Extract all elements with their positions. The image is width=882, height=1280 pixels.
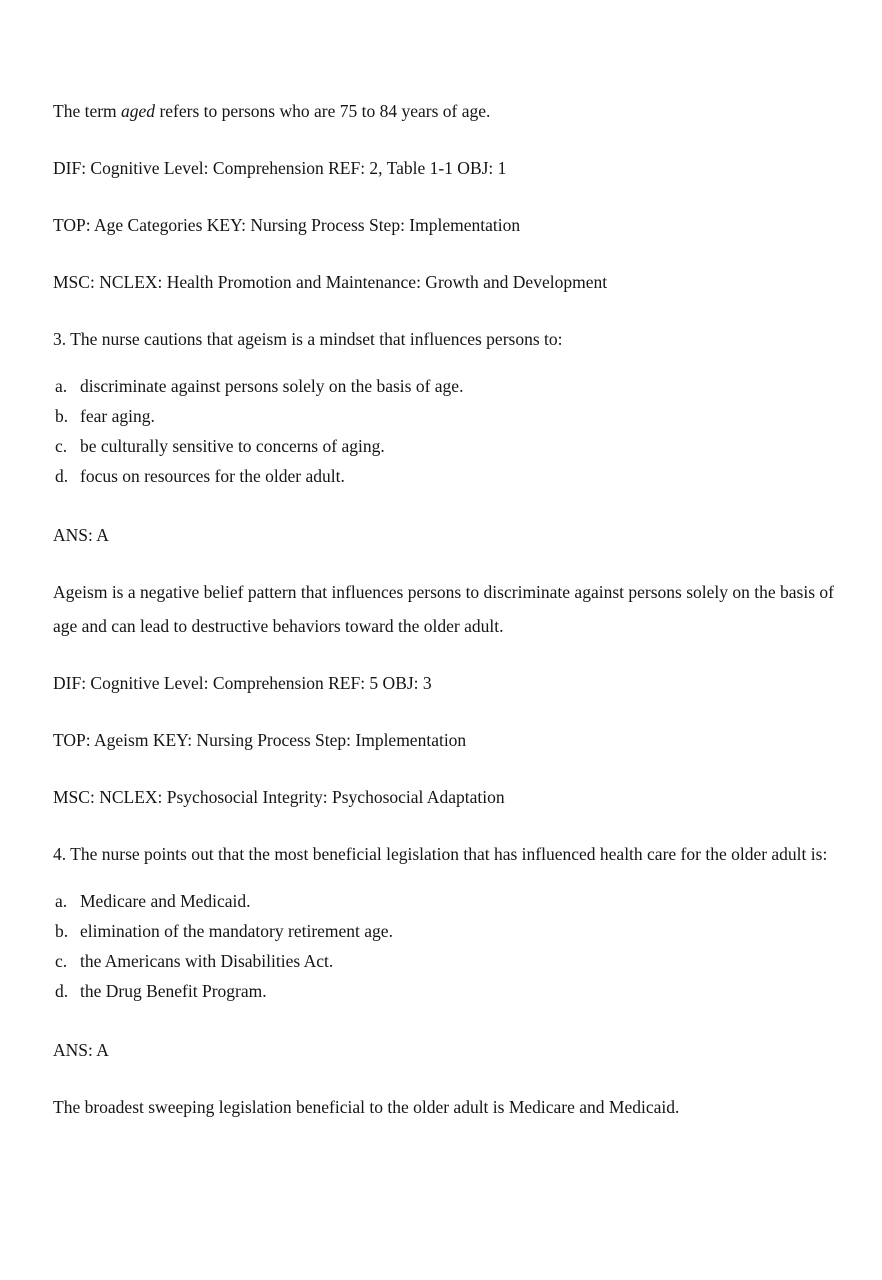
option-text: Medicare and Medicaid. [80, 891, 251, 911]
option-letter: d. [55, 981, 69, 1001]
previous-question-top-line: TOP: Age Categories KEY: Nursing Process Step: Implementation [53, 215, 521, 235]
question-4-rationale: The broadest sweeping legislation beneficial to the older adult is Medicare and Medicaid. [53, 1097, 680, 1117]
option-text: elimination of the mandatory retirement age. [80, 921, 393, 941]
question-3-answer: ANS: A [53, 525, 109, 545]
option-text: the Americans with Disabilities Act. [80, 951, 334, 971]
option-letter: a. [55, 891, 68, 911]
option-text: fear aging. [80, 406, 155, 426]
question-3-options [53, 371, 845, 491]
option-letter: b. [55, 406, 69, 426]
question-3-option-b [53, 401, 845, 431]
question-3-option-c [53, 431, 845, 461]
question-3-top-line: TOP: Ageism KEY: Nursing Process Step: Implementation [53, 730, 467, 750]
option-letter: b. [55, 921, 69, 941]
question-4-option-b [53, 916, 845, 946]
question-4-options [53, 886, 845, 1006]
question-4-stem: 4. The nurse points out that the most beneficial legislation that has influenced health care for the older adult is: [53, 844, 828, 864]
previous-question-msc-line: MSC: NCLEX: Health Promotion and Maintenance: Growth and Development [53, 272, 608, 292]
question-4-option-d [53, 976, 845, 1006]
question-3-msc-line: MSC: NCLEX: Psychosocial Integrity: Psychosocial Adaptation [53, 787, 505, 807]
question-4-option-a [53, 886, 845, 916]
rationale-text-suffix: refers to persons who are 75 to 84 years of age. [155, 101, 491, 121]
question-3-option-d [53, 461, 845, 491]
option-text: the Drug Benefit Program. [80, 981, 267, 1001]
question-4-option-c [53, 946, 845, 976]
question-3-rationale: Ageism is a negative belief pattern that influences persons to discriminate against persons solely on the basis of age and can lead to destructive behaviors toward the older adult. [53, 582, 834, 636]
rationale-text-prefix: The term [53, 101, 122, 121]
option-letter: a. [55, 376, 68, 396]
previous-question-dif-line: DIF: Cognitive Level: Comprehension REF: 2, Table 1-1 OBJ: 1 [53, 158, 507, 178]
question-3-option-a [53, 371, 845, 401]
question-4-answer: ANS: A [53, 1040, 109, 1060]
option-letter: d. [55, 466, 69, 486]
option-letter: c. [55, 436, 68, 456]
option-letter: c. [55, 951, 68, 971]
rationale-italic-term: aged [121, 101, 156, 121]
option-text: focus on resources for the older adult. [80, 466, 345, 486]
option-text: be culturally sensitive to concerns of aging. [80, 436, 385, 456]
question-3-dif-line: DIF: Cognitive Level: Comprehension REF: 5 OBJ: 3 [53, 673, 432, 693]
question-3-stem: 3. The nurse cautions that ageism is a mindset that influences persons to: [53, 329, 563, 349]
previous-question-rationale [53, 94, 845, 128]
option-text: discriminate against persons solely on the basis of age. [80, 376, 464, 396]
